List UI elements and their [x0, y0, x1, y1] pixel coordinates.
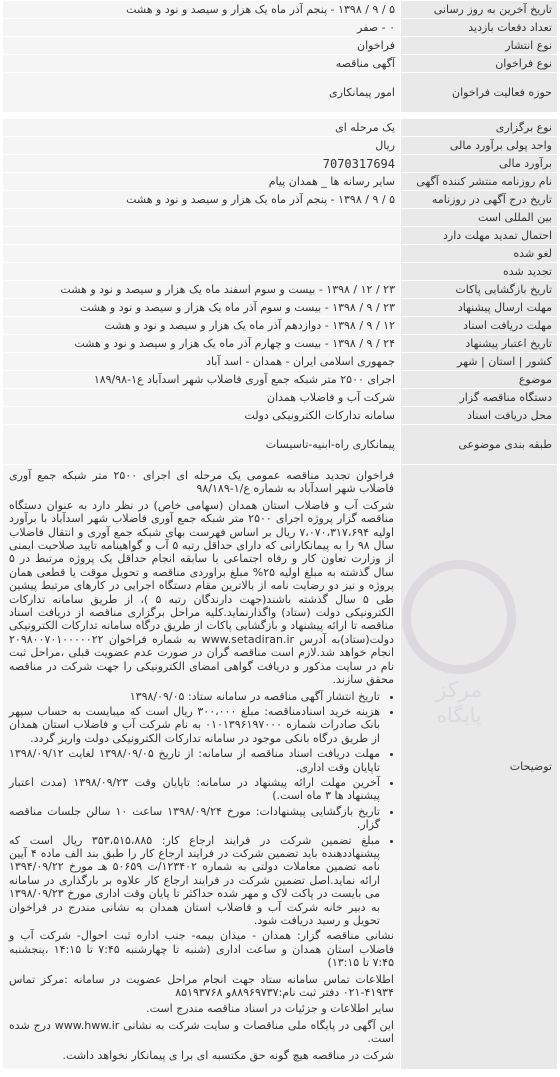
value-call-type: آگهی مناقصه: [3, 55, 401, 73]
row-last-update: [3, 1, 558, 19]
bullet-opening-date: • تاریخ بازگشایی پیشنهادات: مورخ ۱۳۹۸/۰۹/۲۴ ساعت ۱۰ سالن جلسات مناقصه گزار.: [9, 805, 380, 832]
label-validity: تاریخ اعتبار پیشنهاد: [401, 335, 558, 353]
row-doc-place: [3, 407, 558, 425]
tender-info-table-main: [2, 118, 558, 1070]
row-publish-type: [3, 37, 558, 55]
row-receive-deadline: [3, 317, 558, 335]
value-opening: ۲۳ / ۱۲ / ۱۳۹۸ - بیست و سوم اسفند ماه یک هزار و سیصد و نود و هشت: [3, 281, 401, 299]
label-newspaper-date: تاریخ درج آگهی در روزنامه: [401, 191, 558, 209]
row-category: [3, 425, 558, 465]
row-validity: [3, 335, 558, 353]
row-renewed: [3, 263, 558, 281]
label-opening: تاریخ بازگشایی پاکات: [401, 281, 558, 299]
label-newspaper: نام روزنامه منتشر کننده آگهی: [401, 173, 558, 191]
value-canceled: [3, 245, 401, 263]
value-holding-type: یک مرحله ای: [3, 119, 401, 137]
row-international: [3, 209, 558, 227]
label-call-type: نوع فراخوان: [401, 55, 558, 73]
row-visits: [3, 19, 558, 37]
label-renewed: تجدید شده: [401, 263, 558, 281]
tender-info-table-top: [2, 0, 558, 113]
row-currency: [3, 137, 558, 155]
row-location: [3, 353, 558, 371]
value-subject: اجرای ۲۵۰۰ متر شبکه جمع آوری فاضلاب شهر اسدآباد ع۱-۱۸۹/۹۸: [3, 371, 401, 389]
value-organizer: شرکت آب و فاضلاب همدان: [3, 389, 401, 407]
bullet-guarantee: • مبلغ تضمین شرکت در فرایند ارجاع کار: ۳۵۳،۵۱۵،۸۸۵ ریال است که پیشنهاددهنده باید تضمین شرکت در فرایند ارجاع کار را طبق بند الف ماده ۴ آیین نامه تضمین معاملات دولتی به شماره ۱۲۳۴۰۲/ت ۵۰۶۵۹ هـ مورخ ۱۳۹۴/۰۹/۲۲ ارائه نماید.اصل تضمین شرکت در فرایند ارجاع کار علاوه بر بارگذاری در سامانه می بایست در پاکت لاک و مهر شده حداکثر تا پایان وقت اداری مورخ ۱۳۹۸/۰۹/۲۳ به دبیر خانه شرکت آب و فاضلاب استان همدان به نشانی مندرج در فراخوان تحویل و رسید دریافت شود.: [9, 834, 380, 928]
value-category: پیمانکاری راه-ابنیه-تاسیسات: [3, 425, 401, 465]
label-holding-type: نوع برگزاری: [401, 119, 558, 137]
label-international: بین المللی است: [401, 209, 558, 227]
row-newspaper-date: [3, 191, 558, 209]
value-activity: امور پیمانکاری: [3, 73, 401, 113]
row-description: [3, 465, 558, 1070]
row-subject: [3, 371, 558, 389]
row-newspaper: [3, 173, 558, 191]
value-receive-deadline: ۱۲ / ۹ / ۱۳۹۸ - دوازدهم آذر ماه یک هزار و سیصد و نود و هشت: [3, 317, 401, 335]
value-publish-type: فراخوان: [3, 37, 401, 55]
description-address: نشانی مناقصه گزار: همدان - میدان بیمه- جنب اداره ثبت احوال- شرکت آب و فاضلاب استان همدان و ساعت اداری (شنبه تا چهارشنبه ۷:۴۵ تا ۱۴:۱۵ ،پنجشنبه ۷:۴۵ تا ۱۳:۱۵): [9, 929, 394, 970]
label-location: کشور | استان | شهر: [401, 353, 558, 371]
description-site-note: این آگهی در پایگاه ملی مناقصات و سایت شرکت به نشانی www.hww.ir درج شده است.: [9, 1018, 394, 1046]
row-extension: [3, 227, 558, 245]
bullet-publish-date: • تاریخ انتشار آگهی مناقصه در سامانه ستاد: ۱۳۹۸/۰۹/۰۵: [9, 690, 380, 703]
description-bullets: [9, 690, 394, 928]
label-publish-type: نوع انتشار: [401, 37, 558, 55]
label-canceled: لغو شده: [401, 245, 558, 263]
value-send-deadline: ۲۳ / ۹ / ۱۳۹۸ - بیست و سوم آذر ماه یک هزار و سیصد و نود و هشت: [3, 299, 401, 317]
value-international: [3, 209, 401, 227]
row-organizer: [3, 389, 558, 407]
value-newspaper: سایر رسانه ها _ همدان پیام: [3, 173, 401, 191]
value-visits: ۰ - صفر: [3, 19, 401, 37]
label-last-update: تاریخ آخرین به روز رسانی: [401, 1, 558, 19]
value-renewed: [3, 263, 401, 281]
label-subject: موضوع: [401, 371, 558, 389]
label-doc-place: محل دریافت اسناد: [401, 407, 558, 425]
row-activity: [3, 73, 558, 113]
description-contact: اطلاعات تماس سامانه ستاد جهت انجام مراحل عضویت در سامانه :مرکز تماس ۴۱۹۳۴-۰۲۱ دفتر ثبت نام:۸۸۹۶۹۷۳۷و ۸۵۱۹۳۷۶۸: [9, 972, 394, 1000]
label-receive-deadline: مهلت دریافت اسناد: [401, 317, 558, 335]
row-send-deadline: [3, 299, 558, 317]
description-more-info: سایر اطلاعات و جزئیات در اسناد مناقصه مندرج است.: [146, 1002, 394, 1016]
value-validity: ۲۴ / ۹ / ۱۳۹۸ - بیست و چهارم آذر ماه یک هزار و سیصد و نود و هشت: [3, 335, 401, 353]
label-send-deadline: مهلت ارسال پیشنهاد: [401, 299, 558, 317]
row-call-type: [3, 55, 558, 73]
label-extension: احتمال تمدید مهلت دارد: [401, 227, 558, 245]
description-intro: فراخوان تجدید مناقصه عمومی یک مرحله ای اجرای ۲۵۰۰ متر شبکه جمع آوری فاضلاب شهر اسدآباد به شماره ع/۱-۹۸/۱۸۹: [9, 469, 394, 496]
row-holding-type: [3, 119, 558, 137]
label-currency: واحد پولی برآورد مالی: [401, 137, 558, 155]
value-location: جمهوری اسلامی ایران - همدان - اسد آباد: [3, 353, 401, 371]
label-organizer: دستگاه مناقصه گزار: [401, 389, 558, 407]
description-body: [3, 465, 401, 1070]
description-no-rights: شرکت در مناقصه هیچ گونه حق مکتسبه ای برا ی پیمانکار نخواهد داشت.: [62, 1048, 394, 1062]
label-activity: حوزه فعالیت فراخوان: [401, 73, 558, 113]
label-category: طبقه بندی موضوعی: [401, 425, 558, 465]
row-opening: [3, 281, 558, 299]
bullet-doc-deadline: • مهلت دریافت اسناد مناقصه از سامانه: از تاریخ ۱۳۹۸/۰۹/۰۵ لغایت ۱۳۹۸/۰۹/۱۲ تاپایان وقت اداری.: [9, 747, 380, 774]
value-newspaper-date: ۵ / ۹ / ۱۳۹۸ - پنجم آذر ماه یک هزار و سیصد و نود و هشت: [3, 191, 401, 209]
description-paragraph: شرکت آب و فاضلاب استان همدان (سهامی خاص) در نظر دارد به عنوان دستگاه مناقصه گزار پروژه اجرای ۲۵۰۰ متر شبکه جمع آوری فاضلاب شهر اسدآباد با برآورد اولیه ۷،۰۷۰،۳۱۷،۶۹۴ ریال بر اساس فهرست بهای شبکه جمع آوری و انتقال فاضلاب سال ۹۸ را به پیمانکارانی که دارای حداقل رتبه ۵ آب و گواهینامه تایید صلاحیت ایمنی از وزارت تعاون کار و رفاه اجتماعی با سابقه انجام حداقل یک پروژه مرتبط در ۵ سال گذشته به مبلغ اولیه ۲۵% مبلغ براوردی مناقصه و تحویل موقت یا قطعی همان پروژه و نیز دو رضایت نامه از بالاترین مقام دستگاه اجرایی در کارهای مرتبط پیشین طی ۵ سال گذشته باشند(جهت دارندگان رتبه ۵ )، از طریق سامانه تدارکات الکترونیکی دولت (ستاد) واگذارنماید.کلیه مراحل برگزاری مناقصه از دریافت اسناد مناقصه تا ارائه پیشنهاد و بازگشایی پاکات از طریق درگاه سامانه تدارکات الکترونیکی دولت(ستاد)به آدرس www.setadiran.ir به شماره فراخوان ۲۰۹۸۰۰۷۰۱۰۰۰۰۰۲۲ انجام خواهد شد.لازم است مناقصه گران در صورت عدم عضویت قبلی ،مراحل ثبت نام در سایت مذکور و دریافت گواهی امضای الکترونیکی را جهت شرکت در مناقصه محقق سازند.: [9, 498, 395, 687]
label-description: توضیحات: [401, 465, 558, 1070]
row-estimate: [3, 155, 558, 173]
bullet-offer-deadline: • آخرین مهلت ارائه پیشنهاد در سامانه: تاپایان وقت ۱۳۹۸/۰۹/۲۳ (مدت اعتبار پیشنهاد ها ۳ ماه است.): [9, 776, 380, 803]
value-extension: [3, 227, 401, 245]
label-estimate: برآورد مالی: [401, 155, 558, 173]
label-visits: تعداد دفعات بازدید: [401, 19, 558, 37]
value-doc-place: سامانه تدارکات الکترونیکی دولت: [3, 407, 401, 425]
value-last-update: ۵ / ۹ / ۱۳۹۸ - پنجم آذر ماه یک هزار و سیصد و نود و هشت: [3, 1, 401, 19]
row-canceled: [3, 245, 558, 263]
value-estimate: 7070317694: [3, 155, 401, 173]
bullet-doc-fee: • هزینه خرید اسنادمناقصه: مبلغ ۳۰۰،۰۰۰ ریال است که میبایست به حساب سپهر بانک صادرات شماره ۰۱۰۱۳۹۶۱۹۷۰۰۰ به نام شرکت آب و فاضلاب استان همدان از طریق درگاه بانکی موجود در سامانه تدارکات الکترونیکی دولت واریز گردد.: [9, 705, 380, 745]
value-currency: ریال: [3, 137, 401, 155]
